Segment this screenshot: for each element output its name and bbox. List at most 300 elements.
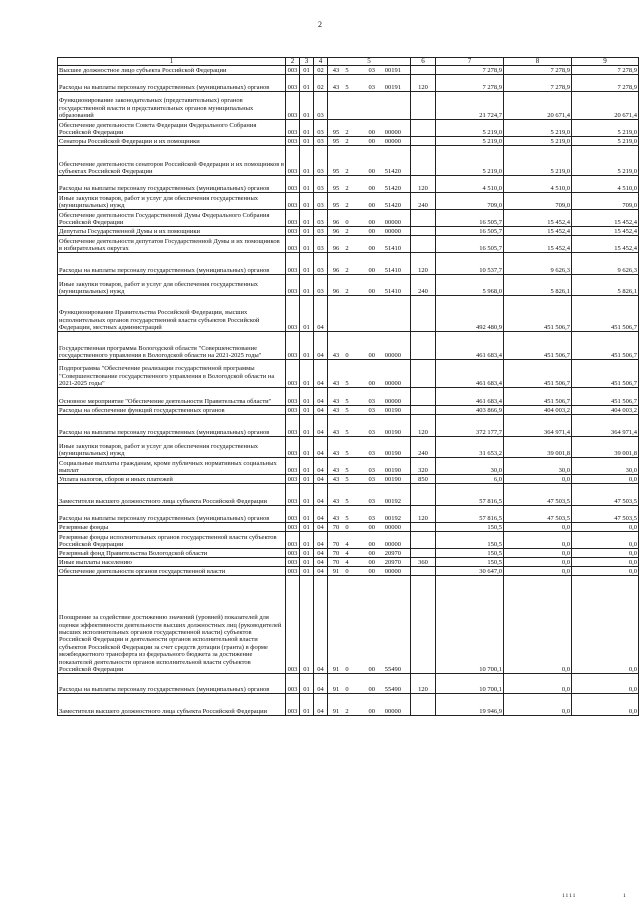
- code-part: 00192: [384, 498, 401, 505]
- row-value-col9: 0,0: [572, 558, 639, 567]
- code-part: 2: [345, 138, 349, 145]
- code-part: 5: [345, 467, 349, 474]
- table-row: [58, 415, 639, 437]
- row-target-code: [328, 532, 411, 549]
- row-value-col9: 47 503,5: [572, 484, 639, 506]
- row-expense-type: [411, 236, 436, 253]
- row-expense-type: [411, 576, 436, 674]
- row-value-col8: 30,0: [504, 458, 572, 475]
- code-part: 00000: [384, 524, 401, 531]
- code-part: 03: [368, 476, 375, 483]
- row-target-code: [328, 146, 411, 176]
- code-part: 91: [332, 708, 340, 715]
- row-target-code: [328, 567, 411, 576]
- row-target-code: [328, 576, 411, 674]
- row-name: Депутаты Государственной Думы и их помощники: [58, 227, 286, 236]
- code-part: 2: [345, 202, 349, 209]
- row-value-col7: 57 816,5: [436, 506, 504, 523]
- row-subsection: 04: [314, 388, 328, 406]
- code-part: 00000: [384, 380, 401, 387]
- row-name: Расходы на выплаты персоналу государственных (муниципальных) органов: [58, 75, 286, 92]
- row-value-col7: 10 537,7: [436, 253, 504, 275]
- row-ministry: 003: [286, 484, 300, 506]
- row-value-col8: 15 452,4: [504, 227, 572, 236]
- row-ministry: 003: [286, 75, 300, 92]
- row-subsection: 03: [314, 92, 328, 120]
- row-target-code: [328, 236, 411, 253]
- table-row: [58, 332, 639, 360]
- row-name: Обеспечение деятельности Государственной Думы Федерального Собрания Российской Федерации: [58, 210, 286, 227]
- row-value-col8: 39 001,8: [504, 437, 572, 458]
- row-value-col7: 10 700,1: [436, 576, 504, 674]
- row-name: Высшее должностное лицо субъекта Российской Федерации: [58, 66, 286, 75]
- code-part: 00191: [384, 84, 401, 91]
- row-section: 01: [300, 415, 314, 437]
- row-subsection: 04: [314, 549, 328, 558]
- row-ministry: 003: [286, 275, 300, 296]
- row-subsection: 04: [314, 484, 328, 506]
- row-name: Обеспечение деятельности органов государственной власти: [58, 567, 286, 576]
- code-part: 91: [332, 568, 340, 575]
- row-subsection: 03: [314, 227, 328, 236]
- row-subsection: 04: [314, 506, 328, 523]
- code-part: 43: [332, 380, 340, 387]
- row-value-col8: 0,0: [504, 523, 572, 532]
- code-part: 91: [332, 666, 340, 673]
- row-value-col9: 15 452,4: [572, 236, 639, 253]
- code-part: 00190: [384, 407, 401, 414]
- row-value-col7: 4 510,0: [436, 176, 504, 193]
- row-ministry: 003: [286, 674, 300, 694]
- code-part: 70: [332, 524, 340, 531]
- row-value-col9: 0,0: [572, 674, 639, 694]
- row-value-col9: 9 626,3: [572, 253, 639, 275]
- table-row: [58, 137, 639, 146]
- row-value-col9: 709,0: [572, 193, 639, 210]
- row-name: Заместители высшего должностного лица субъекта Российской Федерации: [58, 484, 286, 506]
- table-row: [58, 296, 639, 332]
- row-expense-type: 120: [411, 415, 436, 437]
- row-section: 01: [300, 694, 314, 716]
- code-part: 51420: [384, 168, 401, 175]
- row-value-col7: 5 968,0: [436, 275, 504, 296]
- code-part: 00000: [384, 219, 401, 226]
- row-expense-type: 240: [411, 275, 436, 296]
- code-part: 00190: [384, 467, 401, 474]
- row-ministry: 003: [286, 137, 300, 146]
- code-part: 95: [332, 168, 340, 175]
- row-name: Резервные фонды исполнительных органов государственной власти субъектов Российской Федерации: [58, 532, 286, 549]
- table-row: [58, 253, 639, 275]
- row-target-code: [328, 137, 411, 146]
- footer-mark: 1: [623, 893, 626, 899]
- row-subsection: 03: [314, 120, 328, 137]
- row-name: Иные закупки товаров, работ и услуг для обеспечения государственных (муниципальных) нужд: [58, 275, 286, 296]
- code-part: 5: [345, 398, 349, 405]
- code-part: 20970: [384, 559, 401, 566]
- row-expense-type: [411, 360, 436, 388]
- code-part: 5: [345, 450, 349, 457]
- row-name: Сенаторы Российской Федерации и их помощники: [58, 137, 286, 146]
- code-part: 4: [345, 541, 349, 548]
- header-row: [58, 58, 639, 66]
- code-part: 2: [345, 228, 349, 235]
- table-row: [58, 275, 639, 296]
- row-expense-type: [411, 137, 436, 146]
- row-expense-type: 120: [411, 674, 436, 694]
- row-expense-type: [411, 567, 436, 576]
- row-expense-type: [411, 484, 436, 506]
- row-name: Резервный фонд Правительства Вологодской области: [58, 549, 286, 558]
- code-part: 0: [345, 219, 349, 226]
- row-value-col8: 0,0: [504, 558, 572, 567]
- code-part: 00: [368, 352, 375, 359]
- row-value-col8: 0,0: [504, 567, 572, 576]
- row-target-code: [328, 694, 411, 716]
- row-target-code: [328, 458, 411, 475]
- row-section: 01: [300, 523, 314, 532]
- row-ministry: 003: [286, 210, 300, 227]
- row-section: 01: [300, 360, 314, 388]
- row-name: Уплата налогов, сборов и иных платежей: [58, 475, 286, 484]
- row-expense-type: 360: [411, 558, 436, 567]
- row-ministry: 003: [286, 437, 300, 458]
- row-value-col7: 7 278,9: [436, 66, 504, 75]
- row-expense-type: 240: [411, 437, 436, 458]
- code-part: 55490: [384, 686, 401, 693]
- code-part: 43: [332, 515, 340, 522]
- row-value-col9: 4 510,0: [572, 176, 639, 193]
- row-value-col7: 461 683,4: [436, 332, 504, 360]
- row-value-col9: 39 001,8: [572, 437, 639, 458]
- row-target-code: [328, 253, 411, 275]
- code-part: 0: [345, 352, 349, 359]
- row-value-col8: 0,0: [504, 532, 572, 549]
- table-row: [58, 406, 639, 415]
- row-value-col9: 20 671,4: [572, 92, 639, 120]
- row-section: 01: [300, 475, 314, 484]
- row-section: 01: [300, 193, 314, 210]
- code-part: 00: [368, 228, 375, 235]
- row-ministry: 003: [286, 227, 300, 236]
- row-expense-type: [411, 296, 436, 332]
- row-value-col7: 10 700,1: [436, 674, 504, 694]
- row-name: Расходы на выплаты персоналу государственных (муниципальных) органов: [58, 506, 286, 523]
- row-name: Обеспечение деятельности Совета Федерации Федерального Собрания Российской Федерации: [58, 120, 286, 137]
- row-value-col9: 15 452,4: [572, 210, 639, 227]
- row-section: 01: [300, 92, 314, 120]
- row-ministry: 003: [286, 66, 300, 75]
- code-part: 95: [332, 202, 340, 209]
- header-cell-6: 6: [411, 58, 436, 66]
- row-value-col7: 372 177,7: [436, 415, 504, 437]
- code-part: 00: [368, 267, 375, 274]
- row-name: Расходы на выплаты персоналу государственных (муниципальных) органов: [58, 415, 286, 437]
- table-row: [58, 437, 639, 458]
- row-section: 01: [300, 75, 314, 92]
- table-row: [58, 576, 639, 674]
- row-name: Обеспечение деятельности депутатов Государственной Думы и их помощников в избирательных округах: [58, 236, 286, 253]
- header-cell-5: 5: [328, 58, 411, 66]
- row-name: Обеспечение деятельности сенаторов Российской Федерации и их помощников в субъектах Российской Федерации: [58, 146, 286, 176]
- row-value-col7: 150,5: [436, 558, 504, 567]
- row-subsection: 03: [314, 236, 328, 253]
- row-section: 01: [300, 66, 314, 75]
- row-value-col7: 492 480,9: [436, 296, 504, 332]
- code-part: 4: [345, 550, 349, 557]
- table-row: [58, 227, 639, 236]
- code-part: 00: [368, 524, 375, 531]
- row-value-col7: 16 505,7: [436, 236, 504, 253]
- row-name: Иные закупки товаров, работ и услуг для обеспечения государственных (муниципальных) нужд: [58, 437, 286, 458]
- row-value-col7: 31 653,2: [436, 437, 504, 458]
- row-target-code: [328, 66, 411, 75]
- header-cell-3: 3: [300, 58, 314, 66]
- code-part: 91: [332, 686, 340, 693]
- row-value-col9: 30,0: [572, 458, 639, 475]
- code-part: 95: [332, 185, 340, 192]
- row-expense-type: 120: [411, 176, 436, 193]
- row-section: 01: [300, 137, 314, 146]
- row-section: 01: [300, 332, 314, 360]
- row-name: Поощрение за содействие достижению значений (уровней) показателей для оценки эффективности деятельности высших должностных лиц (руководителей высших исполнительных органов государственной власти) субъектов Российской Федерации и деятельности органов исполнительной власти субъектов Российской Федерации за счет средств дотации (гранта) в форме межбюджетного трансферта из федерального бюджета за достижение показателей деятельности органов исполнительной власти субъектов Российской Федерации: [58, 576, 286, 674]
- row-ministry: 003: [286, 523, 300, 532]
- code-part: 00: [368, 380, 375, 387]
- table-row: [58, 92, 639, 120]
- code-part: 0: [345, 666, 349, 673]
- row-expense-type: [411, 549, 436, 558]
- row-ministry: 003: [286, 296, 300, 332]
- code-part: 00190: [384, 429, 401, 436]
- code-part: 2: [345, 245, 349, 252]
- row-target-code: [328, 506, 411, 523]
- code-part: 00192: [384, 515, 401, 522]
- code-part: 5: [345, 476, 349, 483]
- code-part: 0: [345, 686, 349, 693]
- row-expense-type: 320: [411, 458, 436, 475]
- table-row: [58, 532, 639, 549]
- code-part: 00: [368, 559, 375, 566]
- row-target-code: [328, 275, 411, 296]
- table-row: [58, 475, 639, 484]
- code-part: 70: [332, 559, 340, 566]
- row-expense-type: 240: [411, 193, 436, 210]
- row-target-code: [328, 332, 411, 360]
- row-subsection: 04: [314, 458, 328, 475]
- code-part: 96: [332, 288, 340, 295]
- row-ministry: 003: [286, 406, 300, 415]
- header-cell-9: 9: [572, 58, 639, 66]
- row-name: Расходы на выплаты персоналу государственных (муниципальных) органов: [58, 253, 286, 275]
- row-subsection: 04: [314, 296, 328, 332]
- row-target-code: [328, 406, 411, 415]
- row-value-col8: 5 219,0: [504, 146, 572, 176]
- code-part: 00191: [384, 67, 401, 74]
- row-name: Расходы на выплаты персоналу государственных (муниципальных) органов: [58, 674, 286, 694]
- table-row: [58, 388, 639, 406]
- row-section: 01: [300, 567, 314, 576]
- table-row: [58, 458, 639, 475]
- row-expense-type: 120: [411, 75, 436, 92]
- code-part: 00: [368, 708, 375, 715]
- row-value-col8: 5 826,1: [504, 275, 572, 296]
- row-section: 01: [300, 275, 314, 296]
- code-part: 5: [345, 429, 349, 436]
- table-row: [58, 558, 639, 567]
- code-part: 70: [332, 541, 340, 548]
- table-row: [58, 523, 639, 532]
- row-name: Расходы на обеспечение функций государственных органов: [58, 406, 286, 415]
- row-ministry: 003: [286, 576, 300, 674]
- row-target-code: [328, 388, 411, 406]
- row-value-col7: 5 219,0: [436, 146, 504, 176]
- code-part: 03: [368, 498, 375, 505]
- row-subsection: 03: [314, 176, 328, 193]
- table-row: [58, 694, 639, 716]
- table-row: [58, 66, 639, 75]
- row-value-col7: 19 946,9: [436, 694, 504, 716]
- table-row: [58, 236, 639, 253]
- row-target-code: [328, 475, 411, 484]
- row-value-col8: 451 506,7: [504, 296, 572, 332]
- row-expense-type: [411, 523, 436, 532]
- row-value-col7: 21 724,7: [436, 92, 504, 120]
- row-value-col9: 404 003,2: [572, 406, 639, 415]
- row-value-col7: 6,0: [436, 475, 504, 484]
- row-section: 01: [300, 532, 314, 549]
- code-part: 00000: [384, 708, 401, 715]
- row-subsection: 04: [314, 694, 328, 716]
- row-value-col7: 5 219,0: [436, 120, 504, 137]
- code-part: 51410: [384, 267, 401, 274]
- code-part: 00: [368, 202, 375, 209]
- row-section: 01: [300, 406, 314, 415]
- code-part: 95: [332, 138, 340, 145]
- code-part: 51420: [384, 202, 401, 209]
- row-value-col9: 0,0: [572, 549, 639, 558]
- code-part: 03: [368, 407, 375, 414]
- table-row: [58, 146, 639, 176]
- code-part: 00000: [384, 352, 401, 359]
- row-value-col9: 47 503,5: [572, 506, 639, 523]
- row-value-col9: 451 506,7: [572, 360, 639, 388]
- page-number: 2: [318, 20, 322, 29]
- row-value-col8: 404 003,2: [504, 406, 572, 415]
- row-section: 01: [300, 176, 314, 193]
- row-section: 01: [300, 120, 314, 137]
- row-expense-type: [411, 694, 436, 716]
- row-target-code: [328, 227, 411, 236]
- code-part: 00: [368, 541, 375, 548]
- code-part: 4: [345, 559, 349, 566]
- row-subsection: 04: [314, 437, 328, 458]
- row-value-col9: 5 219,0: [572, 137, 639, 146]
- code-part: 00000: [384, 568, 401, 575]
- code-part: 5: [345, 67, 349, 74]
- row-ministry: 003: [286, 475, 300, 484]
- row-expense-type: [411, 227, 436, 236]
- row-section: 01: [300, 458, 314, 475]
- code-part: 00000: [384, 138, 401, 145]
- row-value-col9: 0,0: [572, 523, 639, 532]
- row-value-col7: 403 866,9: [436, 406, 504, 415]
- row-ministry: 003: [286, 176, 300, 193]
- table-row: [58, 176, 639, 193]
- row-value-col7: 150,5: [436, 549, 504, 558]
- row-value-col7: 150,5: [436, 532, 504, 549]
- row-value-col9: 5 219,0: [572, 120, 639, 137]
- row-target-code: [328, 120, 411, 137]
- row-section: 01: [300, 437, 314, 458]
- row-value-col9: 364 971,4: [572, 415, 639, 437]
- row-name: Заместители высшего должностного лица субъекта Российской Федерации: [58, 694, 286, 716]
- row-ministry: 003: [286, 532, 300, 549]
- code-part: 96: [332, 245, 340, 252]
- row-value-col9: 5 826,1: [572, 275, 639, 296]
- code-part: 00000: [384, 398, 401, 405]
- row-name: Функционирование Правительства Российской Федерации, высших исполнительных органов государственной власти субъектов Российской Федерации, местных администраций: [58, 296, 286, 332]
- code-part: 70: [332, 550, 340, 557]
- code-part: 00: [368, 219, 375, 226]
- row-value-col8: 0,0: [504, 694, 572, 716]
- code-part: 95: [332, 129, 340, 136]
- row-name: Государственная программа Вологодской области "Совершенствование государственного управления в Вологодской области на 2021-2025 годы": [58, 332, 286, 360]
- row-value-col8: 9 626,3: [504, 253, 572, 275]
- row-value-col7: 30,0: [436, 458, 504, 475]
- row-section: 01: [300, 674, 314, 694]
- code-part: 96: [332, 228, 340, 235]
- row-section: 01: [300, 549, 314, 558]
- code-part: 03: [368, 398, 375, 405]
- code-part: 43: [332, 498, 340, 505]
- row-expense-type: [411, 146, 436, 176]
- code-part: 2: [345, 708, 349, 715]
- footer-code: 1111: [562, 893, 577, 899]
- row-ministry: 003: [286, 146, 300, 176]
- code-part: 03: [368, 67, 375, 74]
- row-value-col8: 4 510,0: [504, 176, 572, 193]
- code-part: 55490: [384, 666, 401, 673]
- row-target-code: [328, 75, 411, 92]
- row-ministry: 003: [286, 92, 300, 120]
- row-value-col8: 7 278,9: [504, 75, 572, 92]
- code-part: 2: [345, 185, 349, 192]
- code-part: 96: [332, 267, 340, 274]
- code-part: 00: [368, 288, 375, 295]
- table-row: [58, 567, 639, 576]
- row-name: Иные закупки товаров, работ и услуг для обеспечения государственных (муниципальных) нужд: [58, 193, 286, 210]
- code-part: 2: [345, 129, 349, 136]
- row-section: 01: [300, 210, 314, 227]
- row-ministry: 003: [286, 193, 300, 210]
- code-part: 00190: [384, 450, 401, 457]
- row-value-col9: 15 452,4: [572, 227, 639, 236]
- row-value-col7: 16 505,7: [436, 210, 504, 227]
- row-target-code: [328, 437, 411, 458]
- code-part: 00: [368, 168, 375, 175]
- code-part: 00: [368, 550, 375, 557]
- row-target-code: [328, 484, 411, 506]
- row-subsection: 04: [314, 332, 328, 360]
- row-ministry: 003: [286, 558, 300, 567]
- code-part: 00: [368, 129, 375, 136]
- code-part: 03: [368, 84, 375, 91]
- code-part: 43: [332, 67, 340, 74]
- row-subsection: 04: [314, 576, 328, 674]
- row-value-col7: 5 219,0: [436, 137, 504, 146]
- row-section: 01: [300, 484, 314, 506]
- row-target-code: [328, 360, 411, 388]
